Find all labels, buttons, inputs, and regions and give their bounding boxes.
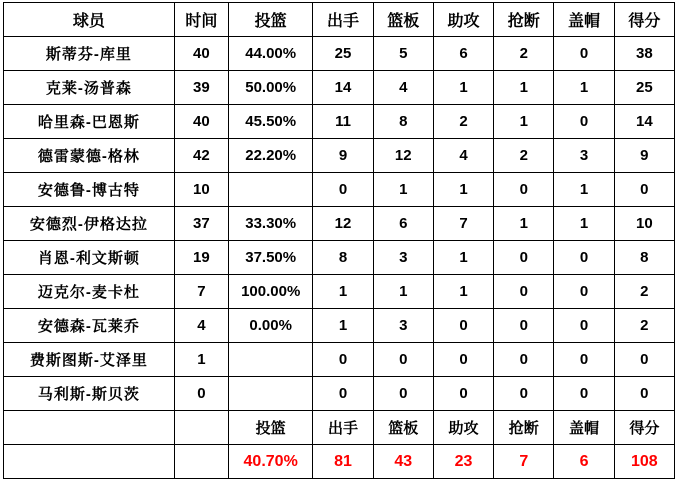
header-blocks: 盖帽 xyxy=(554,3,614,37)
player-name: 安德森-瓦莱乔 xyxy=(4,309,175,343)
table-row xyxy=(4,343,675,377)
player-fg-pct xyxy=(228,377,312,411)
player-minutes: 7 xyxy=(174,275,228,309)
totals-header-assists: 助攻 xyxy=(433,411,493,445)
player-fga: 12 xyxy=(313,207,373,241)
player-steals: 1 xyxy=(494,71,554,105)
player-rebounds: 8 xyxy=(373,105,433,139)
spacer-cell xyxy=(174,411,228,445)
player-blocks: 0 xyxy=(554,275,614,309)
table-header-row xyxy=(4,3,675,37)
header-rebounds: 篮板 xyxy=(373,3,433,37)
player-assists: 4 xyxy=(433,139,493,173)
player-steals: 0 xyxy=(494,377,554,411)
player-assists: 2 xyxy=(433,105,493,139)
player-blocks: 1 xyxy=(554,207,614,241)
player-steals: 0 xyxy=(494,241,554,275)
header-fga: 出手 xyxy=(313,3,373,37)
player-fg-pct xyxy=(228,173,312,207)
player-fg-pct: 45.50% xyxy=(228,105,312,139)
player-name: 安德鲁-博古特 xyxy=(4,173,175,207)
player-blocks: 0 xyxy=(554,37,614,71)
player-points: 0 xyxy=(614,377,674,411)
player-steals: 0 xyxy=(494,343,554,377)
player-boxscore-table xyxy=(3,2,675,479)
player-assists: 7 xyxy=(433,207,493,241)
player-fg-pct: 22.20% xyxy=(228,139,312,173)
player-minutes: 10 xyxy=(174,173,228,207)
player-minutes: 40 xyxy=(174,105,228,139)
player-fg-pct: 50.00% xyxy=(228,71,312,105)
player-rebounds: 1 xyxy=(373,275,433,309)
player-steals: 0 xyxy=(494,309,554,343)
player-fga: 1 xyxy=(313,309,373,343)
player-points: 2 xyxy=(614,309,674,343)
totals-header-row xyxy=(4,411,675,445)
player-fg-pct: 37.50% xyxy=(228,241,312,275)
player-name: 马利斯-斯贝茨 xyxy=(4,377,175,411)
player-steals: 2 xyxy=(494,37,554,71)
totals-fg-pct: 40.70% xyxy=(228,445,312,479)
player-rebounds: 5 xyxy=(373,37,433,71)
header-steals: 抢断 xyxy=(494,3,554,37)
player-rebounds: 0 xyxy=(373,377,433,411)
totals-row xyxy=(4,445,675,479)
totals-assists: 23 xyxy=(433,445,493,479)
player-points: 14 xyxy=(614,105,674,139)
player-steals: 0 xyxy=(494,275,554,309)
player-name: 迈克尔-麦卡杜 xyxy=(4,275,175,309)
player-steals: 0 xyxy=(494,173,554,207)
player-blocks: 0 xyxy=(554,105,614,139)
player-fg-pct: 0.00% xyxy=(228,309,312,343)
table-row xyxy=(4,173,675,207)
player-minutes: 37 xyxy=(174,207,228,241)
player-minutes: 1 xyxy=(174,343,228,377)
totals-steals: 7 xyxy=(494,445,554,479)
player-steals: 1 xyxy=(494,207,554,241)
player-name: 费斯图斯-艾泽里 xyxy=(4,343,175,377)
table-row xyxy=(4,71,675,105)
player-name: 安德烈-伊格达拉 xyxy=(4,207,175,241)
player-assists: 1 xyxy=(433,173,493,207)
player-assists: 0 xyxy=(433,377,493,411)
table-row xyxy=(4,139,675,173)
player-points: 9 xyxy=(614,139,674,173)
header-assists: 助攻 xyxy=(433,3,493,37)
player-points: 0 xyxy=(614,173,674,207)
player-blocks: 0 xyxy=(554,377,614,411)
player-rebounds: 6 xyxy=(373,207,433,241)
totals-fga: 81 xyxy=(313,445,373,479)
player-points: 2 xyxy=(614,275,674,309)
header-minutes: 时间 xyxy=(174,3,228,37)
player-assists: 0 xyxy=(433,343,493,377)
player-points: 25 xyxy=(614,71,674,105)
totals-rebounds: 43 xyxy=(373,445,433,479)
player-minutes: 42 xyxy=(174,139,228,173)
player-assists: 1 xyxy=(433,71,493,105)
player-name: 哈里森-巴恩斯 xyxy=(4,105,175,139)
totals-header-fga: 出手 xyxy=(313,411,373,445)
player-fg-pct xyxy=(228,343,312,377)
player-blocks: 1 xyxy=(554,71,614,105)
player-rebounds: 0 xyxy=(373,343,433,377)
player-blocks: 0 xyxy=(554,309,614,343)
player-minutes: 4 xyxy=(174,309,228,343)
player-fga: 14 xyxy=(313,71,373,105)
totals-header-fg-pct: 投篮 xyxy=(228,411,312,445)
table-row xyxy=(4,377,675,411)
player-rebounds: 1 xyxy=(373,173,433,207)
player-points: 8 xyxy=(614,241,674,275)
player-minutes: 40 xyxy=(174,37,228,71)
player-points: 38 xyxy=(614,37,674,71)
player-fga: 0 xyxy=(313,173,373,207)
player-steals: 1 xyxy=(494,105,554,139)
table-row xyxy=(4,309,675,343)
table-row xyxy=(4,37,675,71)
player-assists: 0 xyxy=(433,309,493,343)
spacer-cell xyxy=(174,445,228,479)
player-fg-pct: 33.30% xyxy=(228,207,312,241)
player-blocks: 0 xyxy=(554,343,614,377)
player-fga: 25 xyxy=(313,37,373,71)
player-fg-pct: 100.00% xyxy=(228,275,312,309)
totals-header-blocks: 盖帽 xyxy=(554,411,614,445)
player-minutes: 39 xyxy=(174,71,228,105)
player-rebounds: 4 xyxy=(373,71,433,105)
player-minutes: 0 xyxy=(174,377,228,411)
header-player: 球员 xyxy=(4,3,175,37)
totals-points: 108 xyxy=(614,445,674,479)
player-name: 德雷蒙德-格林 xyxy=(4,139,175,173)
player-points: 10 xyxy=(614,207,674,241)
table-row xyxy=(4,275,675,309)
player-fga: 0 xyxy=(313,343,373,377)
totals-header-points: 得分 xyxy=(614,411,674,445)
header-points: 得分 xyxy=(614,3,674,37)
player-blocks: 3 xyxy=(554,139,614,173)
player-rebounds: 12 xyxy=(373,139,433,173)
player-steals: 2 xyxy=(494,139,554,173)
player-blocks: 0 xyxy=(554,241,614,275)
spacer-cell xyxy=(4,411,175,445)
player-name: 克莱-汤普森 xyxy=(4,71,175,105)
player-points: 0 xyxy=(614,343,674,377)
player-fga: 8 xyxy=(313,241,373,275)
player-minutes: 19 xyxy=(174,241,228,275)
player-assists: 1 xyxy=(433,241,493,275)
totals-header-rebounds: 篮板 xyxy=(373,411,433,445)
player-assists: 1 xyxy=(433,275,493,309)
player-assists: 6 xyxy=(433,37,493,71)
spacer-cell xyxy=(4,445,175,479)
table-row xyxy=(4,241,675,275)
player-name: 斯蒂芬-库里 xyxy=(4,37,175,71)
player-name: 肖恩-利文斯顿 xyxy=(4,241,175,275)
player-fg-pct: 44.00% xyxy=(228,37,312,71)
player-rebounds: 3 xyxy=(373,309,433,343)
player-rebounds: 3 xyxy=(373,241,433,275)
table-row xyxy=(4,207,675,241)
player-fga: 11 xyxy=(313,105,373,139)
player-blocks: 1 xyxy=(554,173,614,207)
header-fg-pct: 投篮 xyxy=(228,3,312,37)
totals-header-steals: 抢断 xyxy=(494,411,554,445)
player-fga: 9 xyxy=(313,139,373,173)
table-row xyxy=(4,105,675,139)
player-fga: 0 xyxy=(313,377,373,411)
player-fga: 1 xyxy=(313,275,373,309)
totals-blocks: 6 xyxy=(554,445,614,479)
